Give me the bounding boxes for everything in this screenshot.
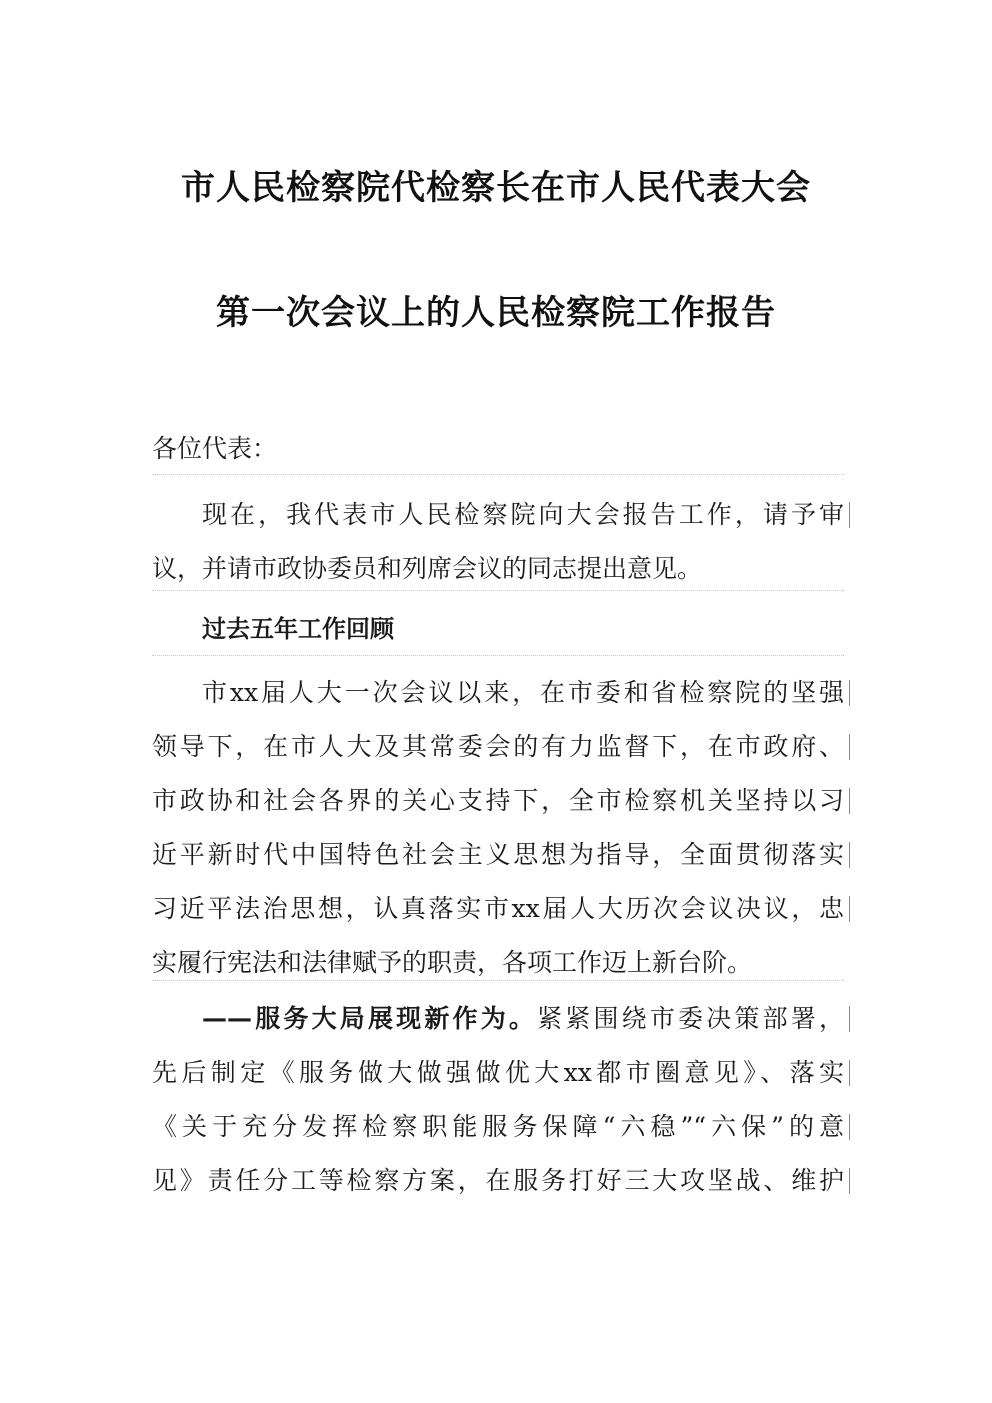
document-title-line-1: 市人民检察院代检察长在市人民代表大会 <box>181 168 811 208</box>
intro-paragraph <box>152 488 844 596</box>
section-heading: 过去五年工作回顾 <box>202 615 394 643</box>
review-line: 市xx届人大一次会议以来，在市委和省检察院的坚强 <box>152 666 844 720</box>
review-paragraph <box>152 666 844 990</box>
intro-line-2: 议，并请市政协委员和列席会议的同志提出意见。 <box>152 554 703 583</box>
paragraph-separator <box>152 980 844 981</box>
paragraph-separator <box>152 474 844 475</box>
service-lead-line <box>152 992 844 1046</box>
review-line: 习近平法治思想，认真落实市xx届人大历次会议决议，忠 <box>152 882 844 936</box>
document-title-line-2: 第一次会议上的人民检察院工作报告 <box>216 293 776 333</box>
review-line: 实履行宪法和法律赋予的职责，各项工作迈上新台阶。 <box>152 948 753 977</box>
review-line: 市政协和社会各界的关心支持下，全市检察机关坚持以习 <box>152 774 844 828</box>
intro-line-1: 现在，我代表市人民检察院向大会报告工作，请予审 <box>152 488 844 542</box>
service-paragraph <box>152 992 844 1208</box>
service-lead-rest: 紧紧围绕市委决策部署， <box>537 1004 844 1033</box>
review-line: 近平新时代中国特色社会主义思想为指导，全面贯彻落实 <box>152 828 844 882</box>
service-line: 见》责任分工等检察方案，在服务打好三大攻坚战、维护 <box>152 1154 844 1208</box>
paragraph-separator <box>152 655 844 656</box>
review-line: 领导下，在市人大及其常委会的有力监督下，在市政府、 <box>152 720 844 774</box>
service-line: 先后制定《服务做大做强做优大xx都市圈意见》、落实 <box>152 1046 844 1100</box>
service-line: 《关于充分发挥检察职能服务保障“六稳”“六保”的意 <box>152 1100 844 1154</box>
salutation: 各位代表： <box>152 434 278 463</box>
salutation-block <box>152 422 844 476</box>
service-lead-bold: ——服务大局展现新作为。 <box>202 1004 538 1033</box>
paragraph-separator <box>152 590 844 591</box>
section-heading-block <box>152 602 844 656</box>
